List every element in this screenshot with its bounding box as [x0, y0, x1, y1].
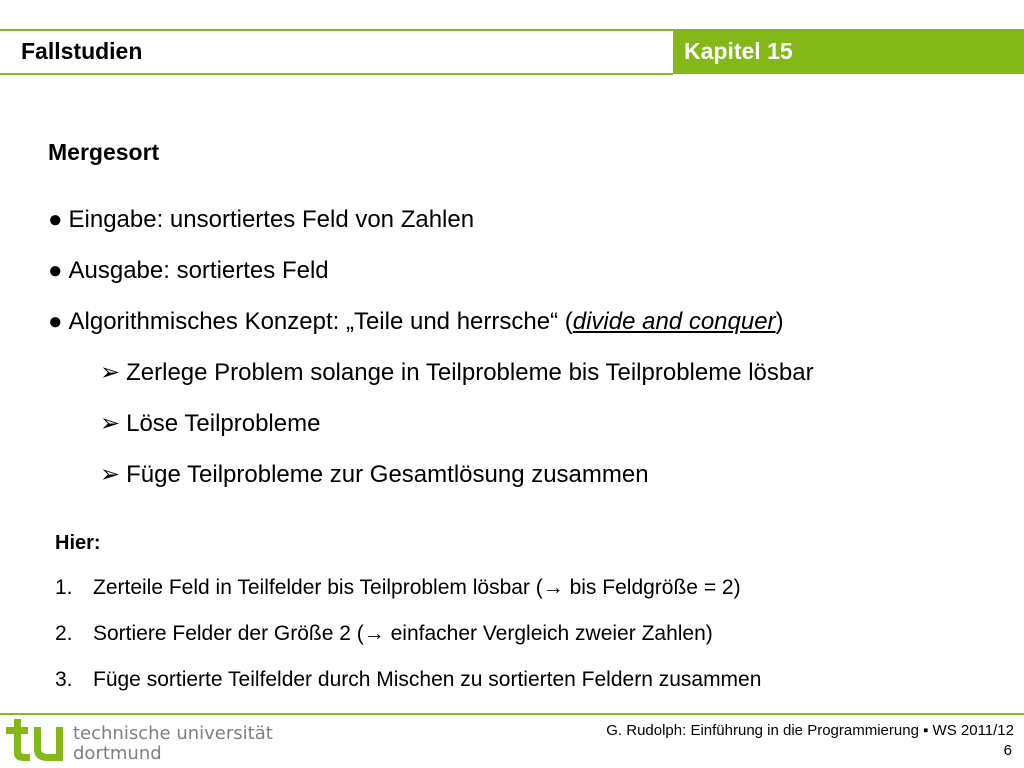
list-item	[55, 620, 995, 648]
tu-logo-icon	[6, 717, 72, 765]
bullet-item-concept	[48, 307, 1008, 337]
bullet-item-output	[48, 256, 1008, 286]
chapter-label: Kapitel 15	[684, 38, 793, 64]
step-number: 2.	[55, 622, 73, 645]
hier-heading: Hier:	[55, 532, 101, 554]
bullet-dot-icon: ●	[48, 206, 63, 233]
bullet-text: Ausgabe: sortiertes Feld	[68, 257, 329, 284]
list-item	[55, 574, 995, 602]
arrow-bullet-icon: ➢	[100, 461, 121, 488]
page-number: 6	[1003, 742, 1012, 759]
university-name	[73, 724, 273, 764]
bullet-dot-icon: ●	[48, 308, 63, 335]
university-name-line1: technische universität	[73, 723, 273, 744]
sub-bullet-solve	[48, 409, 1008, 439]
list-item	[55, 666, 995, 694]
bullet-list	[48, 205, 1008, 511]
sub-bullet-text: Löse Teilprobleme	[126, 410, 321, 437]
step-text: Füge sortierte Teilfelder durch Mischen zu sortierten Feldern zusammen	[93, 668, 762, 691]
university-name-line2: dortmund	[73, 743, 162, 764]
sub-bullet-text: Füge Teilprobleme zur Gesamtlösung zusammen	[126, 461, 649, 488]
bullet-text: Algorithmisches Konzept: „Teile und herrsche“ (	[68, 308, 573, 335]
sub-bullet-text: Zerlege Problem solange in Teilprobleme bis Teilprobleme lösbar	[126, 359, 814, 386]
section-heading: Mergesort	[48, 139, 160, 165]
header-title: Fallstudien	[21, 38, 143, 64]
divide-and-conquer-term: divide and conquer	[572, 308, 776, 335]
steps-list	[55, 574, 995, 712]
step-number: 1.	[55, 576, 73, 599]
footer-credit: G. Rudolph: Einführung in die Programmierung ▪ WS 2011/12	[606, 722, 1014, 739]
sub-bullet-merge	[48, 460, 1008, 490]
header-rule-bottom	[0, 73, 673, 75]
step-text: Sortiere Felder der Größe 2 (→ einfacher Vergleich zweier Zahlen)	[93, 622, 713, 645]
step-number: 3.	[55, 668, 73, 691]
step-text: Zerteile Feld in Teilfelder bis Teilproblem lösbar (→ bis Feldgröße = 2)	[93, 576, 741, 599]
sub-bullet-split	[48, 358, 1008, 388]
arrow-bullet-icon: ➢	[100, 410, 121, 437]
arrow-bullet-icon: ➢	[100, 359, 121, 386]
bullet-item-input	[48, 205, 1008, 235]
bullet-dot-icon: ●	[48, 257, 63, 284]
bullet-text-after: )	[775, 308, 784, 335]
footer-rule	[0, 713, 1024, 715]
bullet-text: Eingabe: unsortiertes Feld von Zahlen	[68, 206, 475, 233]
